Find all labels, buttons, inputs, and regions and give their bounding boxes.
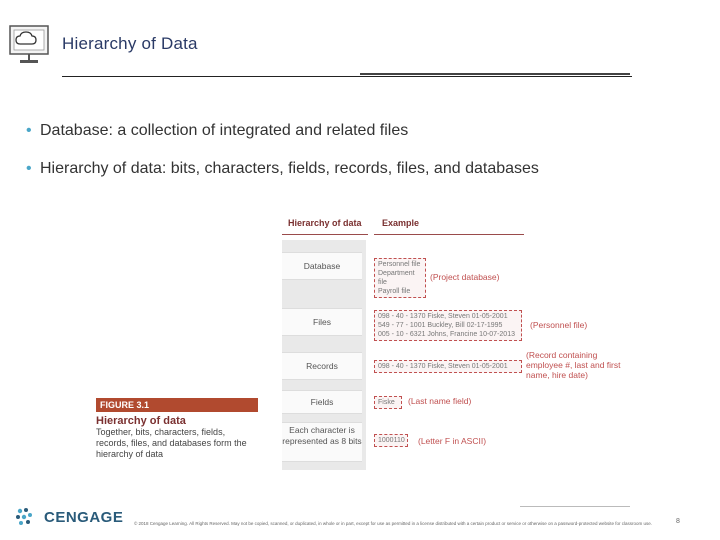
example-fields-label: (Last name field) [408,396,472,406]
example-bits-box: 1000110 [374,434,408,447]
footer-divider [520,506,630,507]
example-fields-box: Fiske [374,396,402,409]
level-records: Records [282,352,362,380]
cengage-mark-icon [14,506,38,528]
example-records-box: 098 - 40 - 1370 Fiske, Steven 01-05-2001 [374,360,522,373]
bullet-item: • Hierarchy of data: bits, characters, fields, records, files, and databases [26,160,539,177]
level-fields: Fields [282,390,362,414]
example-files-label: (Personnel file) [530,320,588,330]
example-files-box: 098 - 40 - 1370 Fiske, Steven 01-05-2001 549 - 77 - 1001 Buckley, Bill 02-17-1995 005 - 10 - 6321 Johns, Francine 10-07-2013 [374,310,522,341]
figure-column-example: Example [382,218,420,228]
example-database-box: Personnel file Department file Payroll file [374,258,426,298]
bullet-dot-icon: • [26,160,32,177]
example-bits-label: (Letter F in ASCII) [418,436,487,446]
figure-column-hierarchy: Hierarchy of data [288,218,362,228]
cengage-logo [14,506,123,528]
level-files: Files [282,308,362,336]
page-title: Hierarchy of Data [62,34,198,53]
cloud-monitor-icon [6,20,54,68]
bullet-list [26,122,539,198]
title-divider-accent [360,73,630,75]
figure-number: FIGURE 3.1 [96,398,258,412]
cengage-wordmark: CENGAGE [44,508,124,526]
figure-header-rule [374,234,524,235]
level-database: Database [282,252,362,280]
figure-caption-text: Together, bits, characters, fields, records, files, and databases form the hierarchy of data [96,427,247,459]
level-bits: Each character is represented as 8 bits [282,422,362,462]
page-number: 8 [676,518,680,525]
example-database-label: (Project database) [430,272,500,282]
copyright-notice: © 2018 Cengage Learning. All Rights Reserved. May not be copied, scanned, or duplicated, in whole or in part, except for use as permitted in a license distributed with a certain product or service or otherwise on a password-protected website for classroom use. [133,521,653,526]
figure-caption [96,398,258,460]
title-divider [62,76,632,77]
example-records-label-text: (Record containing employee #, last and first name, hire date) [526,350,621,380]
figure-header-rule [282,234,368,235]
figure-title: Hierarchy of data [96,415,186,427]
bullet-item: • Database: a collection of integrated and related files [26,122,409,139]
bullet-dot-icon: • [26,122,32,139]
